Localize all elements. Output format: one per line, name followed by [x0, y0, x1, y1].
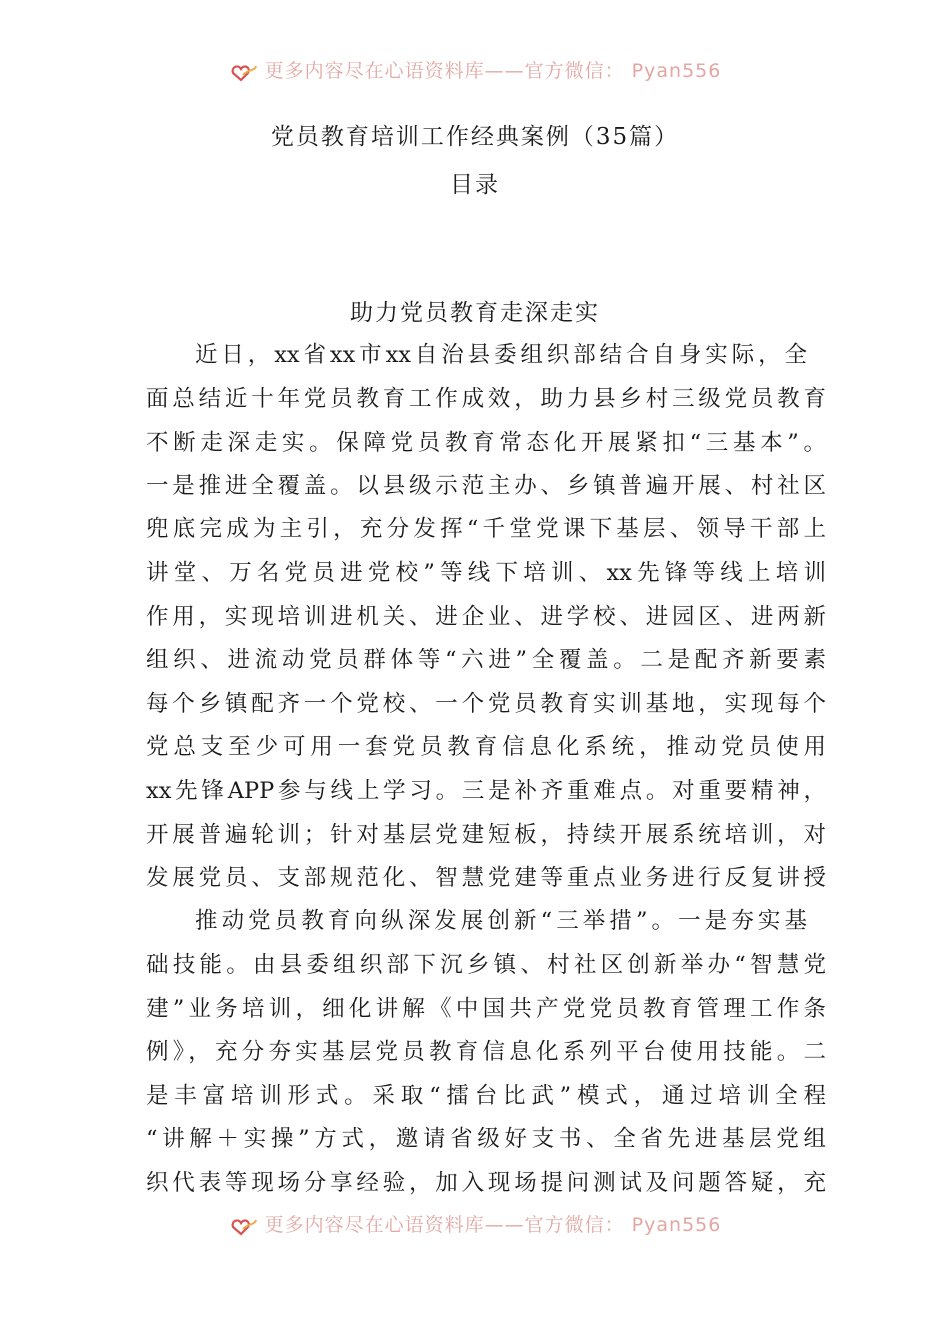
paragraph-line: “讲解＋实操”方式，邀请省级好支书、全省先进基层党组: [146, 1126, 826, 1152]
paragraph-line: xx先锋APP参与线上学习。三是补齐重难点。对重要精神，: [146, 778, 826, 804]
paragraph-line: 发展党员、支部规范化、智慧党建等重点业务进行反复讲授: [146, 865, 826, 891]
paragraph-line: 兜底完成为主引，充分发挥“千堂党课下基层、领导干部上: [146, 516, 826, 542]
paragraph-line: 例》，充分夯实基层党员教育信息化系列平台使用技能。二: [146, 1039, 826, 1065]
article-title: 助力党员教育走深走实: [350, 300, 600, 326]
paragraph-line: 建”业务培训，细化讲解《中国共产党党员教育管理工作条: [146, 996, 826, 1022]
paragraph-line: 组织、进流动党员群体等“六进”全覆盖。二是配齐新要素: [146, 647, 826, 673]
paragraph-line: 每个乡镇配齐一个党校、一个党员教育实训基地，实现每个: [146, 691, 826, 717]
watermark-footer: [0, 1210, 950, 1237]
watermark-header: [0, 56, 950, 83]
watermark-text: 更多内容尽在心语资料库——官方微信： Pyan556: [264, 60, 722, 82]
paragraph-line: 党总支至少可用一套党员教育信息化系统，推动党员使用: [146, 734, 826, 760]
paragraph-line: 织代表等现场分享经验，加入现场提问测试及问题答疑，充: [146, 1170, 826, 1196]
paragraph-line: 作用，实现培训进机关、进企业、进学校、进园区、进两新: [146, 604, 826, 630]
heart-logo-icon: [229, 1215, 259, 1237]
paragraph-line: 一是推进全覆盖。以县级示范主办、乡镇普遍开展、村社区: [146, 473, 826, 499]
paragraph-line: 推动党员教育向纵深发展创新“三举措”。一是夯实基: [195, 908, 807, 934]
document-title: 党员教育培训工作经典案例（35篇）: [270, 124, 680, 150]
paragraph-line: 讲堂、万名党员进党校”等线下培训、xx先锋等线上培训: [146, 560, 826, 586]
paragraph-line: 近日，xx省xx市xx自治县委组织部结合自身实际，全: [195, 342, 807, 368]
paragraph-line: 是丰富培训形式。采取“擂台比武”模式，通过培训全程: [146, 1083, 826, 1109]
paragraph-line: 不断走深走实。保障党员教育常态化开展紧扣“三基本”。: [146, 430, 826, 456]
watermark-text: 更多内容尽在心语资料库——官方微信： Pyan556: [264, 1214, 722, 1236]
heart-logo-icon: [229, 61, 259, 83]
paragraph-line: 面总结近十年党员教育工作成效，助力县乡村三级党员教育: [146, 386, 826, 412]
toc-heading: 目录: [450, 172, 500, 198]
paragraph-line: 开展普遍轮训；针对基层党建短板，持续开展系统培训，对: [146, 822, 826, 848]
paragraph-line: 础技能。由县委组织部下沉乡镇、村社区创新举办“智慧党: [146, 952, 826, 978]
